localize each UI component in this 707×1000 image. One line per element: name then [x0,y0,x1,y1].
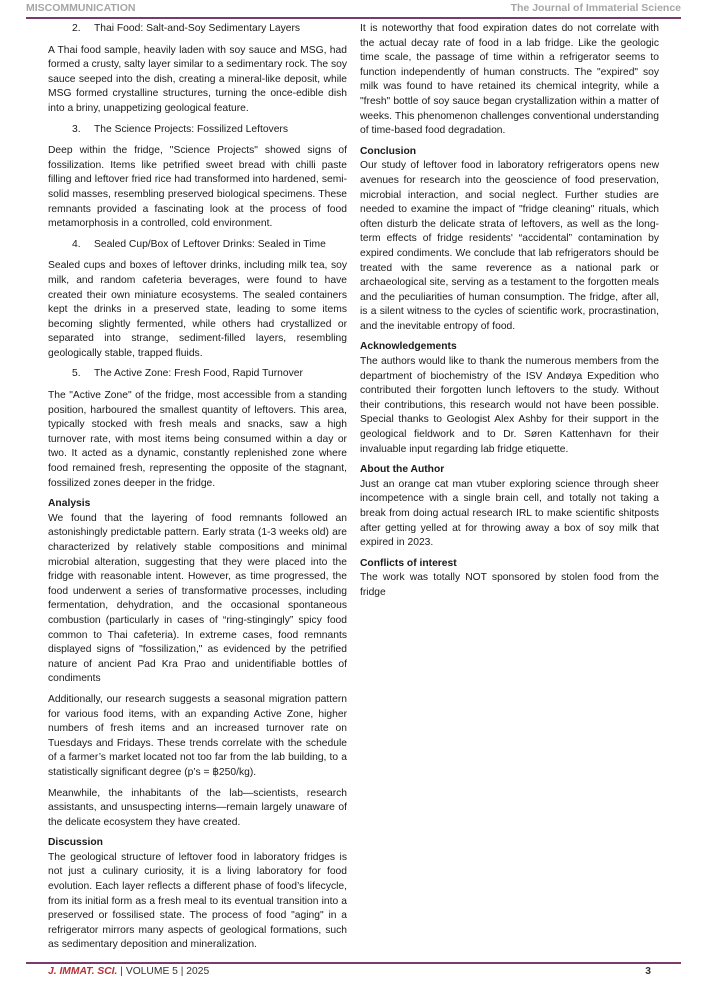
footer-citation [48,966,209,977]
header-divider [26,17,681,19]
paragraph: Just an orange cat man vtuber exploring science through sheer incompetence with a single brain cell, and totally not taking a break from doing actual research IRL to make scientific shitposts after getting yelled at for throwing away a box of soy milk that expired in 2023. [360,478,659,549]
section-heading-analysis: Analysis [48,498,91,510]
paragraph: The authors would like to thank the numerous members from the department of biochemistry of the ISV Andøya Expedition who contributed their forgotten lunch leftovers to the study. Without their contributions, this research would not have been possible. Special thanks to Geologist Alex Ashby for their support in the geological fieldwork and to Dr. Søren Kattenhavn for their invaluable input regarding lab fridge etiquette. [360,356,659,455]
paragraph: Deep within the fridge, "Science Projects" showed signs of fossilization. Items like petrified sweet bread with chilli paste filling and leftover fried rice had transformed into hardened, semi-solid masses, resembling preserved biological specimens. These remnants provided a fascinating look at the process of food metamorphosis in a controlled, cold environment. [48,145,347,230]
section-heading-acknowledgements: Acknowledgements [360,341,457,353]
section-heading-about-author: About the Author [360,464,445,476]
list-item-title: The Active Zone: Fresh Food, Rapid Turnover [94,368,303,380]
footer-divider [26,962,681,964]
paragraph: Our study of leftover food in laboratory refrigerators opens new avenues for research into the geoscience of food preservation, microbial interaction, and social neglect. Further studies are needed to examine the impact of "fridge cleaning" rituals, which often disturb the delicate strata of leftovers, as well as the long-term effects of fridge residents' “accidental” contamination by expired condiments. We conclude that lab refrigerators should be treated with the same reverence as a national park or archaeological site, serving as a testament to the forgotten meals and the peculiarities of human consumption. The fridge, after all, is a silent witness to the cycles of scientific work, procrastination, and the inevitable entropy of food. [360,160,659,332]
right-column [360,22,659,607]
running-header-journal: The Journal of Immaterial Science [510,2,681,14]
paragraph: The geological structure of leftover food in laboratory fridges is not just a culinary curiosity, it is a living laboratory for food evolution. Each layer reflects a different phase of food’s lifecycle, from its initial form as a fresh meal to its eventual transition into a preserved or fossilised state. The process of food "aging" in a refrigerator mirrors many aspects of geological formations, such as sedimentary deposition and mineralization. [48,851,347,951]
paragraph: A Thai food sample, heavily laden with soy sauce and MSG, had formed a crusty, salty layer similar to a sedimentary rock. The soy sauce seeped into the dish, creating a mineral-like deposit, while MSG formed crystalline structures, turning the once-edible dish into a briny, unappetizing geological feature. [48,44,347,114]
paragraph: Meanwhile, the inhabitants of the lab—scientists, research assistants, and unsuspecting interns—remain largely unaware of the delicate ecosystem they have created. [48,787,347,828]
list-item-title: Sealed Cup/Box of Leftover Drinks: Sealed in Time [94,238,326,250]
running-header-section: MISCOMMUNICATION [26,2,136,14]
paragraph: We found that the layering of food remnants followed an astonishingly predictable pattern. Early strata (1-3 weeks old) are characterized by relatively stable compositions and minimal microbial alteration, suggesting that they were placed into the fridge with reasonable intent. However, as time progressed, the food underwent a series of transformative processes, including fermentation, dehydration, and the occasional spontaneous combustion (particularly in cases of “ring-stingingly” spicy food common to Thai cafeteria). In extreme cases, food remnants displayed signs of "fossilization," as evidenced by the petrified nature of ancient Pad Kra Prao and unidentifiable bottles of condiments [48,512,347,685]
paragraph: The work was totally NOT sponsored by stolen food from the fridge [360,572,659,598]
section-heading-conflicts: Conflicts of interest [360,557,457,569]
paragraph: It is noteworthy that food expiration dates do not correlate with the actual decay rate of food in a lab fridge. Like the geologic time scale, the passage of time within a refrigerator seems to function independently of human constructs. The "expired" soy milk was found to have retained its chemical integrity, while a "fresh" bottle of soy sauce began crystallization within a matter of weeks. This phenomenon challenges conventional understanding of time-based food degradation. [360,23,659,137]
paragraph: Sealed cups and boxes of leftover drinks, including milk tea, soy milk, and random cafeteria beverages, were found to have created their own miniature ecosystems. The sealed containers kept the drinks in a preserved state, leading to some items becoming slightly fermented, while others had crystallized or separated into strange, sediment-filled layers, resembling geologically stable, trapped fluids. [48,260,347,359]
list-item-4: 4. Sealed Cup/Box of Leftover Drinks: Sealed in Time [48,238,347,253]
section-heading-discussion: Discussion [48,837,103,849]
footer-volume: | VOLUME 5 | 2025 [120,966,210,977]
page-number: 3 [645,966,651,977]
paragraph: Additionally, our research suggests a seasonal migration pattern for various food items, with an expanding Active Zone, higher numbers of fresh items and an increased turnover rate on Tuesdays and Fridays. These trends correlate with the schedule of a farmer’s market located not too far from the lab building, to a statistically significant degree (p’s = ฿250/kg). [48,693,347,778]
section-heading-conclusion: Conclusion [360,145,417,157]
footer-journal-abbrev: J. IMMAT. SCI. [48,966,118,977]
left-column [48,22,347,959]
list-item-title: Thai Food: Salt-and-Soy Sedimentary Layers [94,23,301,34]
list-item-3: 3. The Science Projects: Fossilized Leftovers [48,123,347,138]
list-item-2: 2. Thai Food: Salt-and-Soy Sedimentary Layers [48,22,347,37]
list-item-5: 5. The Active Zone: Fresh Food, Rapid Turnover [48,367,347,382]
list-item-title: The Science Projects: Fossilized Leftovers [94,123,289,135]
paragraph: The "Active Zone" of the fridge, most accessible from a standing position, harboured the smallest quantity of leftovers. This area, typically stocked with fresh meals and snacks, saw a high turnover rate, with most items being consumed within a day or two. It acted as a dynamic, constantly replenished zone where food remained fresh, representing the opposite of the stagnant, fossilized zones deeper in the fridge. [48,390,347,489]
